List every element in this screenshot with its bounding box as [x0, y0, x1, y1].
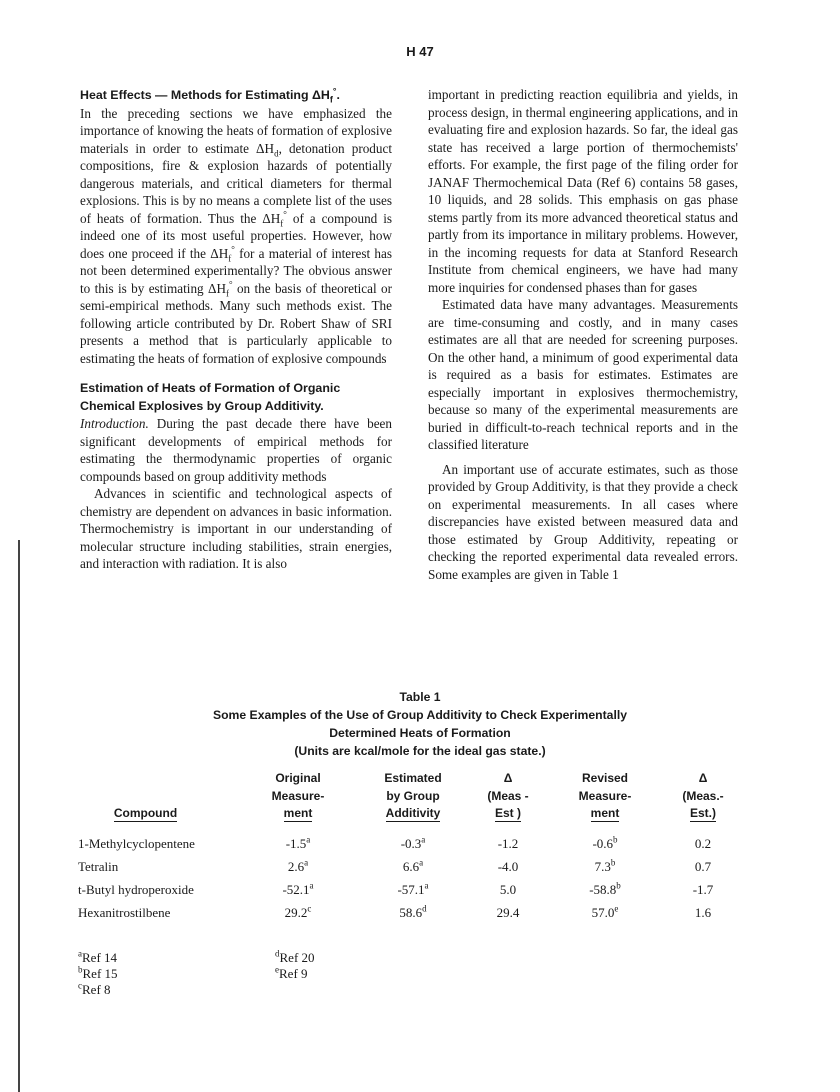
section-heading	[80, 86, 392, 105]
table-row	[78, 905, 748, 927]
header-revised-l2: Measure-	[578, 788, 632, 803]
cell-estimated: -57.1$^a$	[397, 880, 429, 897]
cell-original: 2.6$^a$	[287, 857, 309, 874]
footnote: $^c$Ref 8	[78, 980, 111, 997]
header-original-l1: Original	[275, 771, 321, 785]
header-original	[256, 770, 340, 823]
header-estimated-l2: by Group	[386, 788, 440, 803]
page-label: H 47	[406, 44, 434, 59]
cell-revised: 57.0e	[591, 903, 619, 920]
header-compound-text: Compound	[113, 806, 178, 820]
heading-text: Heat Effects — Methods for Estimating ΔH	[80, 88, 330, 102]
cell-estimated: -0.3$^a$	[400, 834, 426, 851]
cell-delta1: 29.4	[496, 905, 520, 920]
footnote: $^e$Ref 9	[275, 964, 308, 981]
cell-revised: -58.8$^b$	[589, 880, 621, 897]
p1-part-c: of a compound is indeed one of its most useful properties. However, how does one proceed if the ΔH	[80, 210, 392, 261]
cell-revised: 7.3$^b$	[594, 857, 616, 874]
header-estimated-l3: Additivity	[385, 806, 441, 820]
header-revised	[562, 770, 648, 823]
header-estimated-l1: Estimated	[384, 771, 442, 785]
right-paragraph-1: important in predicting reaction equilibria and yields, in process design, in thermal engineering applications, and in evaluating fire and explosion hazards. So far, the ideal gas state has received a large portion of thermochemists' efforts. For example, the first page of the filing order for JANAF Thermochemical Data (Ref 6) contains 58 gases, 10 liquids, and 28 solids. This emphasis on gas phase stems partly from its more advanced theoretical status and partly from its importance in military problems. However, in the incoming requests for data at Stanford Research Institute from chemical engineers, we have had many more inquiries for condensed phases than for gases	[428, 87, 738, 295]
header-delta-1	[468, 770, 548, 823]
p1-part-e: on the basis of theoretical or semi-empirical methods. Many such methods exist. The following article contributed by Dr. Robert Shaw of SRI presents a method that is particularly applicable to estimating the heats of formation of explosive compounds	[80, 280, 392, 366]
right-column	[428, 86, 738, 583]
heading-sub: f	[329, 94, 333, 105]
left-paragraph-2	[80, 415, 392, 485]
cell-delta2: 0.7	[694, 859, 712, 874]
header-delta1-l1: Δ	[503, 771, 513, 785]
cell-compound: Tetralin	[78, 859, 119, 874]
footnotes-right	[275, 950, 315, 982]
table-title	[0, 688, 840, 760]
header-revised-l3: ment	[590, 806, 620, 820]
cell-compound: Hexanitrostilbene	[78, 905, 171, 920]
header-delta2-l2: (Meas.-	[682, 788, 724, 803]
cell-delta1: -4.0	[497, 859, 519, 874]
footnote: $^d$Ref 20	[275, 948, 315, 965]
cell-compound: 1-Methylcyclopentene	[78, 836, 195, 851]
cell-estimated: 58.6$^d$	[399, 903, 427, 920]
p1-sub-f2: f	[228, 253, 232, 264]
left-paragraph-3: Advances in scientific and technological aspects of chemistry are dependent on advances in basic information. Thermochemistry is important in our understanding of molecular structure including stabilities, strain energies, and interaction with radiation. It is also	[80, 486, 392, 571]
cell-delta1: 5.0	[499, 882, 517, 897]
scan-edge-line	[18, 540, 20, 1092]
p1-sup-1: °	[283, 209, 287, 220]
cell-original: 29.2$^c$	[284, 903, 312, 920]
section-heading-2: Estimation of Heats of Formation of Organic Chemical Explosives by Group Additivity.	[80, 381, 341, 413]
cell-original: -1.5$^a$	[285, 834, 311, 851]
header-original-l3: ment	[283, 806, 313, 820]
header-delta2-l1: Δ	[698, 771, 708, 785]
header-estimated	[368, 770, 458, 823]
footnote: $^a$Ref 14	[78, 948, 118, 965]
header-compound	[78, 805, 213, 823]
p1-sup-3: °	[229, 279, 233, 290]
header-original-l2: Measure-	[271, 788, 325, 803]
table-caption: Table 1	[399, 690, 441, 704]
table-title-line-1: Some Examples of the Use of Group Additivity to Check Experimentally	[212, 708, 628, 722]
table-row	[78, 882, 748, 904]
cell-revised: -0.6$^b$	[592, 834, 618, 851]
header-revised-l1: Revised	[581, 771, 629, 785]
table-title-line-3: (Units are kcal/mole for the ideal gas state.)	[294, 744, 546, 758]
left-paragraph-1	[80, 105, 392, 368]
cell-delta2: -1.7	[692, 882, 714, 897]
cell-delta2: 0.2	[694, 836, 712, 851]
right-paragraph-2: Estimated data have many advantages. Measurements are time-consuming and costly, and in many cases estimates are all that are needed for screening purposes. On the other hand, a minimum of good experimental data is required as a basis for estimates. Estimates are especially important in explosives thermochemistry, because so many of the experimental measurements are buried in difficult-to-reach technical reports and in the classified literature	[428, 297, 738, 452]
table-title-line-2: Determined Heats of Formation	[329, 726, 511, 740]
cell-original: -52.1$^a$	[282, 880, 314, 897]
p2-text: During the past decade there have been significant developments of empirical methods for estimating the thermodynamic properties of organic compounds based on group additivity methods	[80, 416, 392, 484]
header-delta-2	[668, 770, 738, 823]
table-row	[78, 859, 748, 881]
p1-part-b: , detonation product compositions, fire & explosion hazards of potentially dangerous materials, and critical diameters for thermal explosions. This is by no means a complete list of the uses of heats of formation. Thus the ΔH	[80, 140, 393, 226]
cell-delta2: 1.6	[694, 905, 712, 920]
table-row	[78, 836, 748, 858]
p1-sub-f1: f	[280, 218, 284, 229]
header-delta1-l2: (Meas -	[487, 788, 529, 803]
cell-estimated: 6.6$^a$	[402, 857, 424, 874]
p1-part-a: In the preceding sections we have emphasized the importance of knowing the heats of formation of explosive materials in order to estimate ΔH	[80, 105, 392, 156]
p1-sup-2: °	[231, 244, 235, 255]
p1-part-d: for a material of interest has not been determined experimentally? The obvious answer to this is by estimating ΔH	[80, 245, 392, 296]
header-delta2-l3: Est.)	[689, 806, 716, 820]
left-column	[80, 86, 392, 573]
p1-sub-d: d	[274, 148, 279, 159]
header-delta1-l3: Est )	[494, 806, 521, 820]
right-paragraph-3: An important use of accurate estimates, such as those provided by Group Additivity, is that they provide a check on experimental measurements. In all cases where discrepancies have existed between measured data and those estimated by Group Additivity, repeating or checking the reported experimental data revealed errors. Some examples are given in Table 1	[428, 461, 738, 582]
cell-compound: t-Butyl hydroperoxide	[78, 882, 194, 897]
intro-label: Introduction.	[80, 416, 149, 431]
footnote: $^b$Ref 15	[78, 964, 118, 981]
heading-sup: °	[332, 85, 337, 96]
heading-end: .	[336, 88, 340, 102]
cell-delta1: -1.2	[497, 836, 519, 851]
p1-sub-f3: f	[226, 288, 229, 299]
footnotes-left	[78, 950, 118, 998]
